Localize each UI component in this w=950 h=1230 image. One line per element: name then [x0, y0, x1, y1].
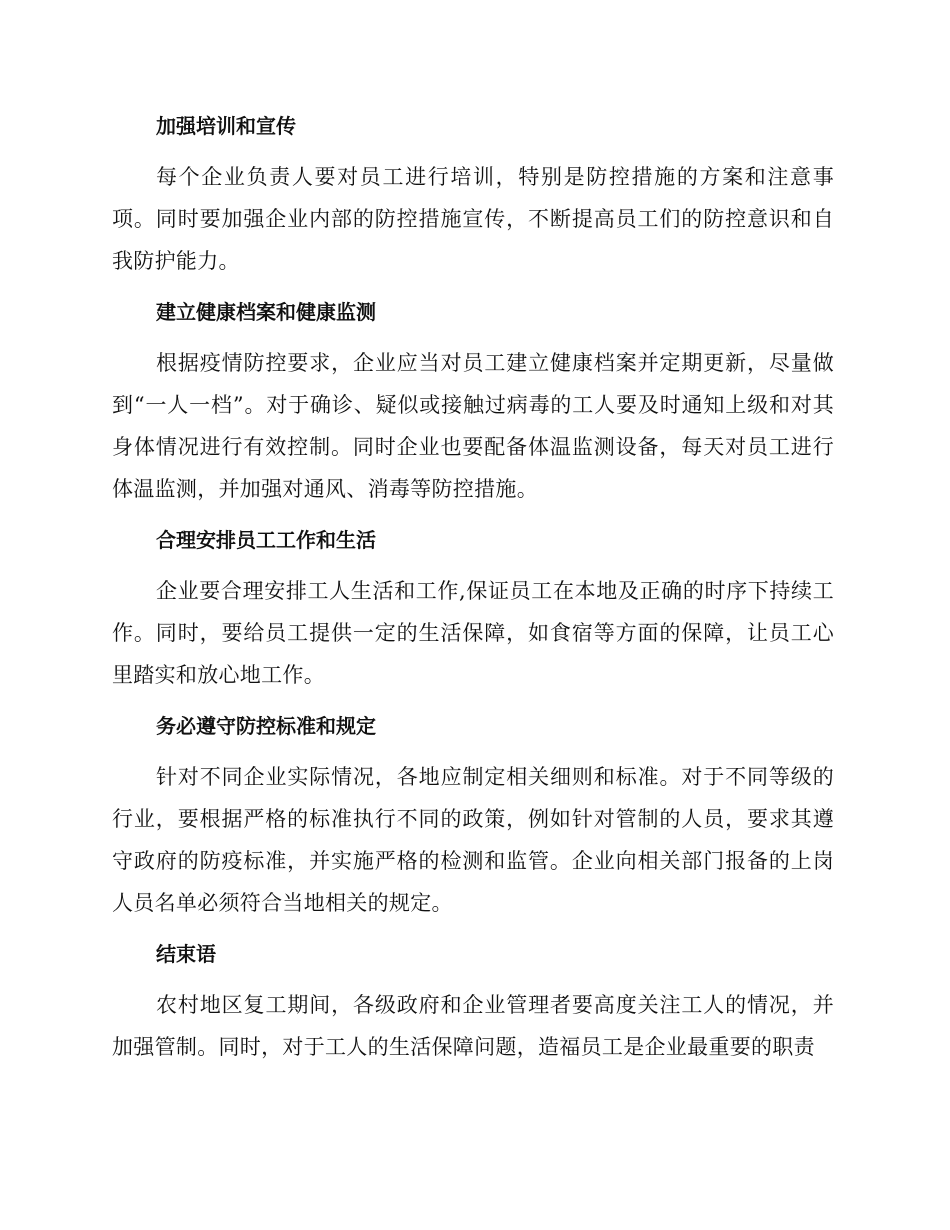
- section-paragraph: 农村地区复工期间，各级政府和企业管理者要高度关注工人的情况，并加强管制。同时，对于工人的生活保障问题，造福员工是企业最重要的职责: [112, 993, 834, 1059]
- section-heading: 合理安排员工工作和生活: [156, 528, 376, 552]
- section-paragraph: 每个企业负责人要对员工进行培训，特别是防控措施的方案和注意事项。同时要加强企业内部的防控措施宣传，不断提高员工们的防控意识和自我防护能力。: [112, 165, 834, 273]
- section-heading: 结束语: [156, 942, 216, 966]
- section-conclusion: [112, 934, 834, 1068]
- section-paragraph: 企业要合理安排工人生活和工作,保证员工在本地及正确的时序下持续工作。同时，要给员工提供一定的生活保障，如食宿等方面的保障，让员工心里踏实和放心地工作。: [112, 579, 834, 687]
- section-training: [112, 106, 834, 282]
- section-heading: 建立健康档案和健康监测: [156, 300, 376, 324]
- section-heading: 务必遵守防控标准和规定: [156, 714, 376, 738]
- document-body: [112, 106, 834, 1078]
- section-heading: 加强培训和宣传: [156, 114, 296, 138]
- section-paragraph: 针对不同企业实际情况，各地应制定相关细则和标准。对于不同等级的行业，要根据严格的标准执行不同的政策，例如针对管制的人员，要求其遵守政府的防疫标准，并实施严格的检测和监管。企业向相关部门报备的上岗人员名单必须符合当地相关的规定。: [112, 765, 834, 915]
- section-standards: [112, 706, 834, 924]
- section-paragraph: 根据疫情防控要求，企业应当对员工建立健康档案并定期更新，尽量做到“一人一档”。对于确诊、疑似或接触过病毒的工人要及时通知上级和对其身体情况进行有效控制。同时企业也要配备体温监测设备，每天对员工进行体温监测，并加强对通风、消毒等防控措施。: [112, 351, 834, 501]
- section-health-records: [112, 292, 834, 510]
- section-work-arrangement: [112, 520, 834, 696]
